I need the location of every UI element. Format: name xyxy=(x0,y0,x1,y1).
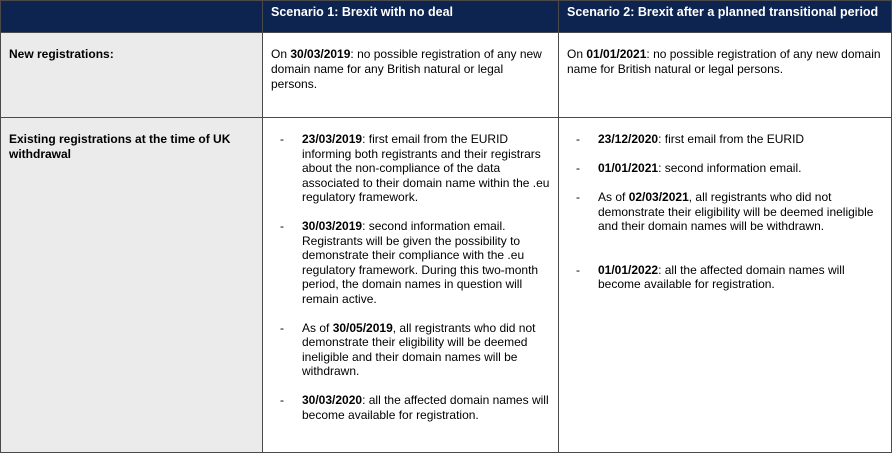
list-item xyxy=(567,132,883,147)
list-item xyxy=(567,190,883,234)
date: 23/03/2019 xyxy=(302,132,363,146)
text-body: : no possible registration of any new domain name for British natural or legal persons. xyxy=(567,47,881,76)
date: 30/03/2020 xyxy=(302,393,363,407)
dash-bullet: - xyxy=(576,132,580,146)
date: 30/05/2019 xyxy=(332,320,393,335)
text-prefix: On xyxy=(567,47,587,61)
dash-bullet: - xyxy=(280,393,284,407)
date: 01/01/2021 xyxy=(598,161,659,175)
cell-s2-existing-registrations xyxy=(559,118,892,453)
date: 23/12/2020 xyxy=(598,132,659,146)
list-item xyxy=(271,321,550,379)
cell-s2-new-registrations xyxy=(559,33,892,118)
date: 01/01/2022 xyxy=(598,262,659,277)
list-item xyxy=(271,132,550,205)
dash-bullet: - xyxy=(280,320,284,335)
row-label-existing-registrations: Existing registrations at the time of UK withdrawal xyxy=(1,118,263,453)
list-item xyxy=(567,161,883,176)
table-row xyxy=(1,118,892,453)
text-prefix: As of xyxy=(302,320,333,335)
dash-bullet: - xyxy=(576,161,580,175)
text-body: : second information email. Registrants will be given the possibility to demonstrate their compliance with the .eu regulatory framework. During this two-month period, the domain names in question will remain active. xyxy=(302,219,539,306)
list-item xyxy=(271,393,550,422)
text-body: : all the affected domain names will become available for registration. xyxy=(598,262,845,291)
table-row xyxy=(1,33,892,118)
list-item xyxy=(567,263,883,292)
timeline-list xyxy=(567,132,883,292)
cell-s1-new-registrations xyxy=(263,33,559,118)
timeline-list xyxy=(271,132,550,422)
date: 30/03/2019 xyxy=(302,219,363,233)
list-item xyxy=(271,219,550,306)
dash-bullet: - xyxy=(576,262,580,277)
dash-bullet: - xyxy=(280,219,284,233)
dash-bullet: - xyxy=(280,132,284,146)
cell-s1-existing-registrations xyxy=(263,118,559,453)
text-body: : all the affected domain names will become available for registration. xyxy=(302,393,549,422)
text-prefix: On xyxy=(271,47,291,61)
text-body: , all registrants who did not demonstrate their eligibility will be deemed ineligible and their domain names will be withdrawn. xyxy=(302,320,536,378)
text-body: : first email from the EURID informing both registrants and their registrars about the non-compliance of the data associated to their domain name within the .eu regulatory framework. xyxy=(302,132,550,204)
date: 02/03/2021 xyxy=(628,190,689,204)
text-body: : first email from the EURID xyxy=(658,132,805,146)
header-row xyxy=(1,1,892,33)
text-body: : no possible registration of any new domain name for any British natural or legal persons. xyxy=(271,47,542,91)
text-prefix: As of xyxy=(598,190,629,204)
text-body: : second information email. xyxy=(658,161,802,175)
header-label-col xyxy=(1,1,263,33)
header-scenario-1: Scenario 1: Brexit with no deal xyxy=(263,1,559,33)
date: 30/03/2019 xyxy=(290,47,351,61)
row-label-new-registrations: New registrations: xyxy=(1,33,263,118)
text-body: , all registrants who did not demonstrate their eligibility will be deemed ineligible and their domain names will be withdrawn. xyxy=(598,190,874,233)
date: 01/01/2021 xyxy=(586,47,647,61)
dash-bullet: - xyxy=(576,190,580,204)
header-scenario-2: Scenario 2: Brexit after a planned transitional period xyxy=(559,1,892,33)
